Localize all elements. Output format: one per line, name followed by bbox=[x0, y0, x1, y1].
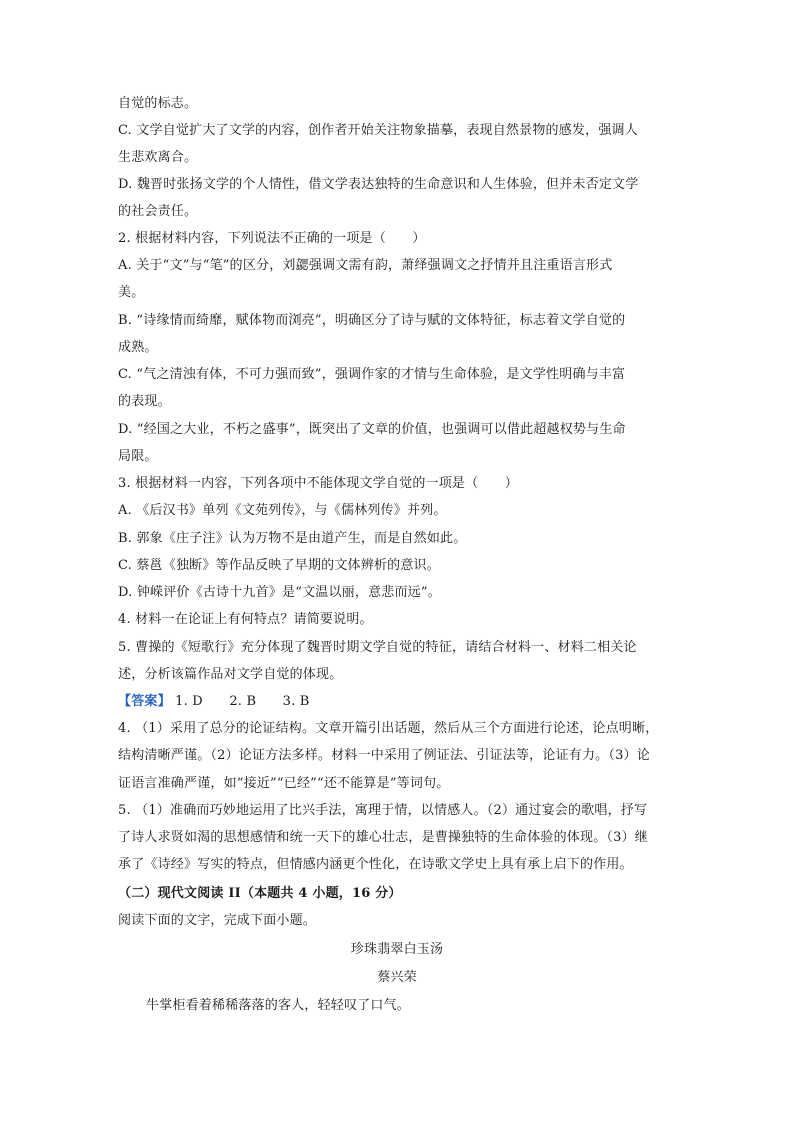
story-first-line: 牛掌柜看着稀稀落落的客人，轻轻叹了口气。 bbox=[146, 998, 411, 1013]
answer-choices: 1. D 2. B 3. B bbox=[175, 694, 310, 709]
text-line: 局限。 bbox=[118, 449, 158, 464]
answer-label: 【答案】 bbox=[118, 694, 171, 709]
answer-line: 结构清晰严谨。（2）论证方法多样。材料一中采用了例证法、引证法等，论证有力。（3）论 bbox=[118, 748, 650, 763]
option-a-line: A. 关于“文”与“笔”的区分，刘勰强调文需有韵，萧绎强调文之抒情并且注重语言形式 bbox=[118, 258, 613, 273]
option-a-line: A. 《后汉书》单列《文苑列传》，与《儒林列传》并列。 bbox=[118, 503, 447, 518]
option-d-line: D. “经国之大业，不朽之盛事”，既突出了文章的价值，也强调可以借此超越权势与生命 bbox=[118, 422, 626, 437]
story-author: 蔡兴荣 bbox=[377, 970, 417, 985]
option-c-line: C. 文学自觉扩大了文学的内容，创作者开始关注物象描摹，表现自然景物的感发，强调人 bbox=[118, 123, 638, 138]
story-title: 珍珠翡翠白玉汤 bbox=[350, 942, 444, 957]
text-line: 的表现。 bbox=[118, 394, 171, 409]
answer-line: 证语言准确严谨，如“接近”“已经”“还不能算是”等词句。 bbox=[118, 776, 450, 791]
option-c-line: C. “气之清浊有体，不可力强而致”，强调作家的才情与生命体验，是文学性明确与丰富 bbox=[118, 367, 626, 382]
option-b-line: B. “诗缘情而绮靡，赋体物而浏亮”，明确区分了诗与赋的文体特征，标志着文学自觉的 bbox=[118, 313, 626, 328]
text-line: 生悲欢离合。 bbox=[118, 150, 198, 165]
instruction: 阅读下面的文字，完成下面小题。 bbox=[118, 913, 317, 928]
text-line: 自觉的标志。 bbox=[118, 96, 198, 111]
answer-line: 了诗人求贤如渴的思想感情和统一天下的雄心壮志，是曹操独特的生命体验的体现。（3）继 bbox=[118, 830, 648, 845]
option-d-line: D. 钟嵘评价《古诗十九首》是“文温以丽，意悲而远”。 bbox=[118, 585, 441, 600]
question-5: 5. 曹操的《短歌行》充分体现了魏晋时期文学自觉的特征，请结合材料一、材料二相关论 bbox=[118, 640, 637, 655]
option-d-line: D. 魏晋时张扬文学的个人情性，借文学表达独特的生命意识和人生体验，但并未否定文学 bbox=[118, 177, 639, 192]
option-b-line: B. 郭象《庄子注》认为万物不是由道产生，而是自然如此。 bbox=[118, 531, 467, 546]
text-line: 述，分析该篇作品对文学自觉的体现。 bbox=[118, 667, 343, 682]
answer-line: 承了《诗经》写实的特点，但情感内涵更个性化，在诗歌文学史上具有承上启下的作用。 bbox=[118, 857, 633, 872]
text-line: 成熟。 bbox=[118, 340, 158, 355]
option-c-line: C. 蔡邕《独断》等作品反映了早期的文体辨析的意识。 bbox=[118, 558, 440, 573]
answer-line: 5. （1）准确而巧妙地运用了比兴手法，寓理于情，以情感人。（2）通过宴会的歌唱，抒写 bbox=[118, 803, 648, 818]
question-4: 4. 材料一在论证上有何特点？请简要说明。 bbox=[118, 612, 373, 627]
text-line: 美。 bbox=[118, 285, 145, 300]
question-3: 3. 根据材料一内容，下列各项中不能体现文学自觉的一项是（ ） bbox=[118, 476, 518, 491]
answer-line: 4. （1）采用了总分的论证结构。文章开篇引出话题，然后从三个方面进行论述，论点明晰， bbox=[118, 721, 659, 736]
section-heading: （二）现代文阅读 II（本题共 4 小题，16 分） bbox=[118, 886, 402, 901]
text-line: 的社会责任。 bbox=[118, 204, 198, 219]
question-2: 2. 根据材料内容，下列说法不正确的一项是（ ） bbox=[118, 231, 426, 246]
answer-row bbox=[118, 692, 678, 712]
